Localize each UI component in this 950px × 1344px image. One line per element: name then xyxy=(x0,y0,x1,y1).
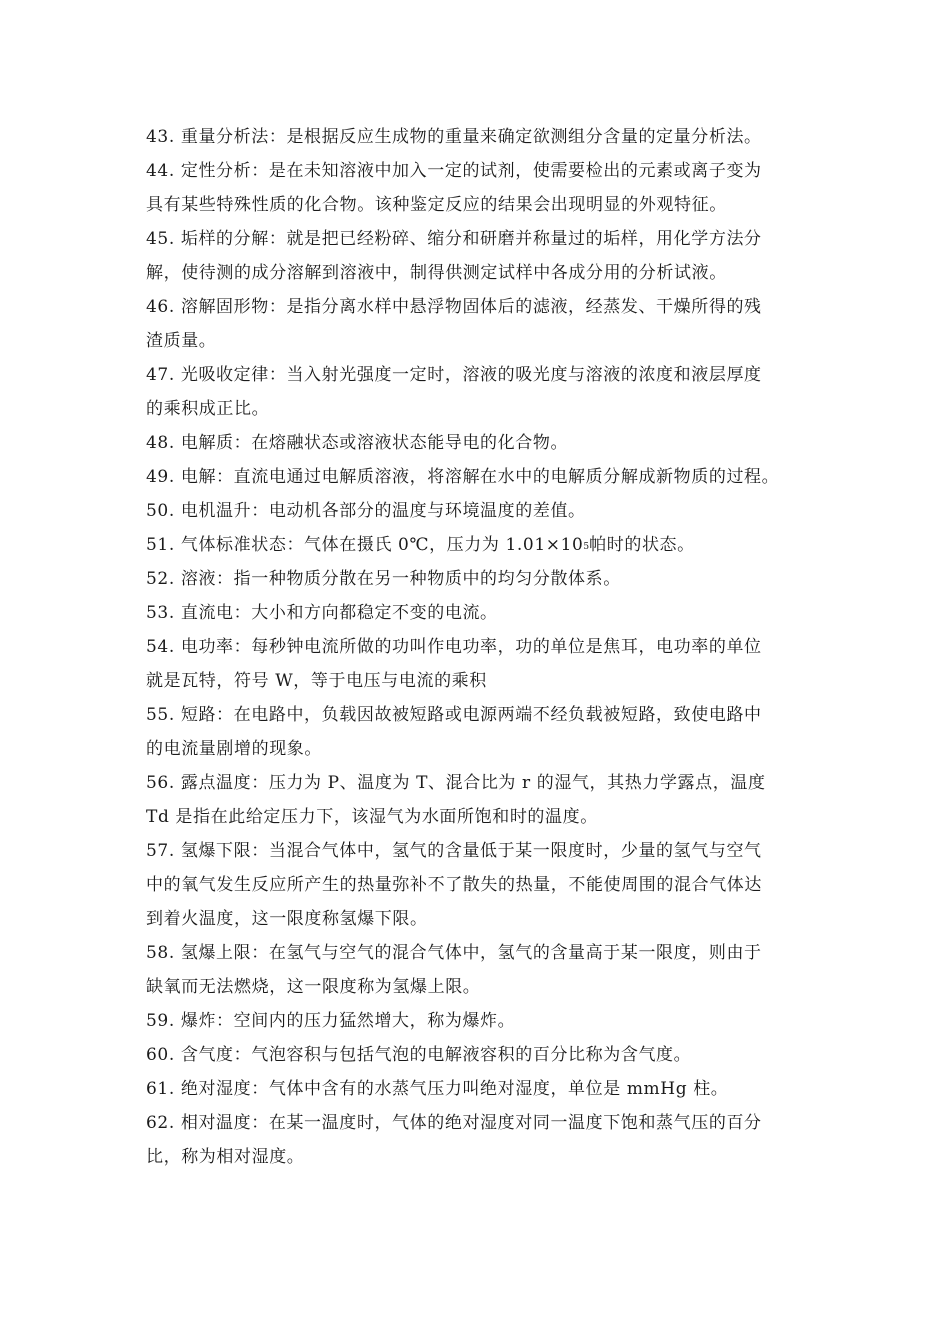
text-line: 50. 电机温升：电动机各部分的温度与环境温度的差值。 xyxy=(146,501,586,521)
text-line: 中的氧气发生反应所产生的热量弥补不了散失的热量，不能使周围的混合气体达 xyxy=(146,875,762,895)
text-line: 解，使待测的成分溶解到溶液中，制得供测定试样中各成分用的分析试液。 xyxy=(146,263,727,283)
text-line: 43. 重量分析法：是根据反应生成物的重量来确定欲测组分含量的定量分析法。 xyxy=(146,127,762,147)
text-line: 55. 短路：在电路中，负载因故被短路或电源两端不经负载被短路，致使电路中 xyxy=(146,705,762,725)
text-line: 60. 含气度：气泡容积与包括气泡的电解液容积的百分比称为含气度。 xyxy=(146,1045,692,1065)
text-line: 45. 垢样的分解：就是把已经粉碎、缩分和研磨并称量过的垢样，用化学方法分 xyxy=(146,229,762,249)
text-line: 缺氧而无法燃烧，这一限度称为氢爆上限。 xyxy=(146,977,481,997)
line-51-suffix: 帕时的状态。 xyxy=(589,535,695,555)
text-line: 52. 溶液：指一种物质分散在另一种物质中的均匀分散体系。 xyxy=(146,569,621,589)
text-line: 的电流量剧增的现象。 xyxy=(146,739,322,759)
text-line: 到着火温度，这一限度称氢爆下限。 xyxy=(146,909,428,929)
text-line: 61. 绝对湿度：气体中含有的水蒸气压力叫绝对湿度，单位是 mmHg 柱。 xyxy=(146,1079,729,1099)
line-51-exponent: 5 xyxy=(583,542,590,552)
text-line: 62. 相对温度：在某一温度时，气体的绝对湿度对同一温度下饱和蒸气压的百分 xyxy=(146,1113,762,1133)
text-line: 58. 氢爆上限：在氢气与空气的混合气体中，氢气的含量高于某一限度，则由于 xyxy=(146,943,762,963)
text-line: 54. 电功率：每秒钟电流所做的功叫作电功率，功的单位是焦耳，电功率的单位 xyxy=(146,637,762,657)
text-line: 49. 电解：直流电通过电解质溶液，将溶解在水中的电解质分解成新物质的过程。 xyxy=(146,467,780,487)
text-line: 47. 光吸收定律：当入射光强度一定时，溶液的吸光度与溶液的浓度和液层厚度 xyxy=(146,365,762,385)
text-line: 59. 爆炸：空间内的压力猛然增大，称为爆炸。 xyxy=(146,1011,516,1031)
definitions-list xyxy=(146,120,810,1174)
text-line: 48. 电解质：在熔融状态或溶液状态能导电的化合物。 xyxy=(146,433,569,453)
text-line: 53. 直流电：大小和方向都稳定不变的电流。 xyxy=(146,603,498,623)
text-line: 比，称为相对湿度。 xyxy=(146,1147,305,1167)
text-line: 46. 溶解固形物：是指分离水样中悬浮物固体后的滤液，经蒸发、干燥所得的残 xyxy=(146,297,762,317)
text-line: Td 是指在此给定压力下，该湿气为水面所饱和时的温度。 xyxy=(146,807,598,827)
line-51-main: 51. 气体标准状态：气体在摄氏 0℃，压力为 1.01×10 xyxy=(146,535,584,555)
text-line: 的乘积成正比。 xyxy=(146,399,270,419)
text-line: 44. 定性分析：是在未知溶液中加入一定的试剂，使需要检出的元素或离子变为 xyxy=(146,161,762,181)
text-line: 56. 露点温度：压力为 P、温度为 T、混合比为 r 的湿气，其热力学露点，温度 xyxy=(146,773,766,793)
text-line: 57. 氢爆下限：当混合气体中，氢气的含量低于某一限度时，少量的氢气与空气 xyxy=(146,841,762,861)
text-line: 具有某些特殊性质的化合物。该种鉴定反应的结果会出现明显的外观特征。 xyxy=(146,195,727,215)
text-line: 渣质量。 xyxy=(146,331,217,351)
text-line-51 xyxy=(146,528,810,562)
text-line: 就是瓦特，符号 W，等于电压与电流的乘积 xyxy=(146,671,487,691)
